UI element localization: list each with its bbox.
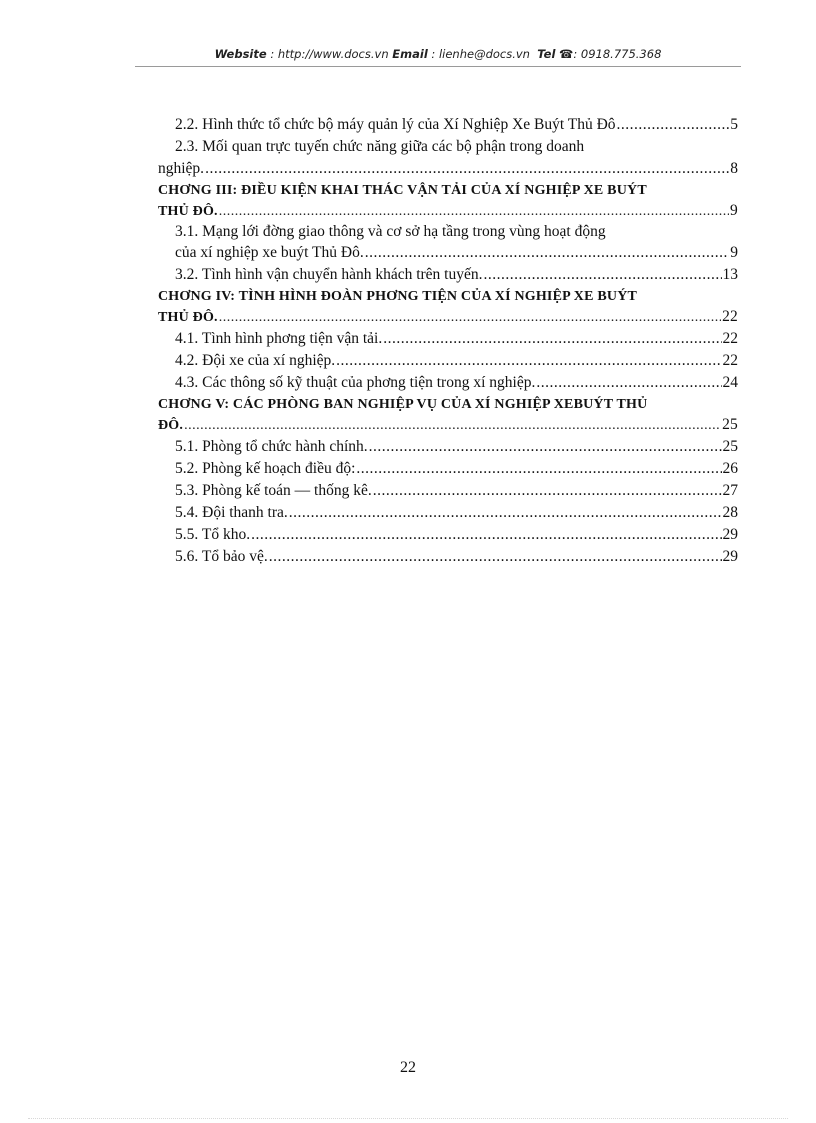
phone-icon: ☎ bbox=[559, 47, 574, 61]
toc-entry-2-3-line1: 2.3. Mối quan trực tuyến chức năng giữa các bộ phận trong doanh bbox=[175, 138, 585, 155]
toc-page-number: 22 bbox=[722, 352, 738, 369]
toc-page-number: 9 bbox=[730, 244, 738, 261]
page-number: 22 bbox=[400, 1059, 416, 1076]
toc-chapter-title: ĐÔ. bbox=[158, 418, 184, 433]
toc-leader bbox=[269, 547, 722, 567]
toc-page-number: 22 bbox=[722, 330, 738, 347]
toc-page-number: 28 bbox=[722, 504, 738, 521]
email-value: : lienhe@docs.vn bbox=[427, 47, 530, 61]
toc-chapter-5 bbox=[158, 415, 738, 435]
toc-chapter-title: THỦ ĐÔ. bbox=[158, 310, 218, 325]
toc-leader bbox=[289, 503, 722, 523]
tel-label: Tel bbox=[537, 47, 556, 61]
toc-entry-2-2 bbox=[175, 115, 738, 135]
toc-entry-title: 5.6. Tổ bảo vệ. bbox=[175, 548, 268, 565]
toc-chapter-4 bbox=[158, 307, 738, 327]
toc-entry-title: 4.3. Các thông số kỹ thuật của phơng tiện trong xí nghiệp. bbox=[175, 374, 536, 391]
toc-chapter-3-line1: CHƠNG III: ĐIỀU KIỆN KHAI THÁC VẬN TẢI CỦA XÍ NGHIỆP XE BUÝT bbox=[158, 183, 647, 198]
toc-entry-title: 4.1. Tình hình phơng tiện vận tải. bbox=[175, 330, 383, 347]
toc-chapter-5-line1: CHƠNG V: CÁC PHÒNG BAN NGHIỆP VỤ CỦA XÍ NGHIỆP XEBUÝT THỦ bbox=[158, 397, 648, 412]
toc-entry-title: 5.3. Phòng kế toán — thống kê. bbox=[175, 482, 372, 499]
toc-page-number: 5 bbox=[730, 116, 738, 133]
toc-entry-5-4 bbox=[175, 503, 738, 523]
toc-entry-title: 5.5. Tổ kho. bbox=[175, 526, 251, 543]
toc-page-number: 25 bbox=[722, 416, 738, 433]
toc-page-number: 8 bbox=[730, 160, 738, 177]
toc-page-number: 27 bbox=[722, 482, 738, 499]
page-bottom-border bbox=[28, 1118, 788, 1119]
toc-leader bbox=[219, 308, 721, 327]
toc-entry-5-6 bbox=[175, 547, 738, 567]
website-value: : http://www.docs.vn bbox=[266, 47, 389, 61]
toc-leader bbox=[369, 437, 722, 457]
toc-entry-title: 4.2. Đội xe của xí nghiệp. bbox=[175, 352, 336, 369]
toc-chapter-3 bbox=[158, 201, 738, 221]
toc-entry-title: nghiệp. bbox=[158, 160, 205, 177]
toc-entry-title: 3.2. Tình hình vận chuyển hành khách trên tuyến. bbox=[175, 266, 483, 283]
toc-entry-5-5 bbox=[175, 525, 738, 545]
toc-entry-title: 5.4. Đội thanh tra. bbox=[175, 504, 288, 521]
page-header bbox=[135, 47, 741, 61]
toc-page-number: 13 bbox=[722, 266, 738, 283]
toc-leader bbox=[336, 351, 721, 371]
toc-page-number: 29 bbox=[722, 526, 738, 543]
toc-leader bbox=[251, 525, 721, 545]
toc-page-number: 9 bbox=[730, 202, 738, 219]
email-label: Email bbox=[392, 47, 428, 61]
toc-chapter-4-line1: CHƠNG IV: TÌNH HÌNH ĐOÀN PHƠNG TIỆN CỦA XÍ NGHIỆP XE BUÝT bbox=[158, 289, 638, 304]
toc-entry-5-2 bbox=[175, 459, 738, 479]
website-label: Website bbox=[214, 47, 267, 61]
toc-leader bbox=[617, 115, 730, 135]
toc-entry-2-3 bbox=[158, 159, 738, 179]
toc-entry-4-2 bbox=[175, 351, 738, 371]
toc-entry-5-1 bbox=[175, 437, 738, 457]
toc-leader bbox=[365, 243, 730, 263]
toc-entry-3-1-line1: 3.1. Mạng lới đờng giao thông và cơ sở hạ tầng trong vùng hoạt động bbox=[175, 223, 606, 240]
toc-chapter-title: THỦ ĐÔ. bbox=[158, 204, 218, 219]
toc-leader bbox=[219, 202, 729, 221]
toc-entry-4-3 bbox=[175, 373, 738, 393]
toc-entry-5-3 bbox=[175, 481, 738, 501]
toc-entry-3-2 bbox=[175, 265, 738, 285]
toc-page-number: 29 bbox=[722, 548, 738, 565]
toc-entry-3-1 bbox=[175, 243, 738, 263]
toc-leader bbox=[184, 416, 721, 435]
toc-page-number: 22 bbox=[722, 308, 738, 325]
toc-leader bbox=[373, 481, 722, 501]
toc-page-number: 24 bbox=[722, 374, 738, 391]
toc-entry-title: 2.2. Hình thức tổ chức bộ máy quản lý của Xí Nghiệp Xe Buýt Thủ Đô bbox=[175, 116, 616, 133]
toc-entry-title: của xí nghiệp xe buýt Thủ Đô. bbox=[175, 244, 364, 261]
tel-value: : 0918.775.368 bbox=[573, 47, 662, 61]
toc-page-number: 26 bbox=[722, 460, 738, 477]
toc-entry-title: 5.1. Phòng tổ chức hành chính. bbox=[175, 438, 368, 455]
toc-entry-title: 5.2. Phòng kế hoạch điều độ: bbox=[175, 460, 356, 477]
toc-leader bbox=[356, 459, 721, 479]
toc-entry-4-1 bbox=[175, 329, 738, 349]
toc-leader bbox=[484, 265, 722, 285]
toc-leader bbox=[205, 159, 729, 179]
toc-leader bbox=[536, 373, 721, 393]
header-divider bbox=[135, 66, 741, 67]
toc-page-number: 25 bbox=[722, 438, 738, 455]
toc-leader bbox=[383, 329, 721, 349]
